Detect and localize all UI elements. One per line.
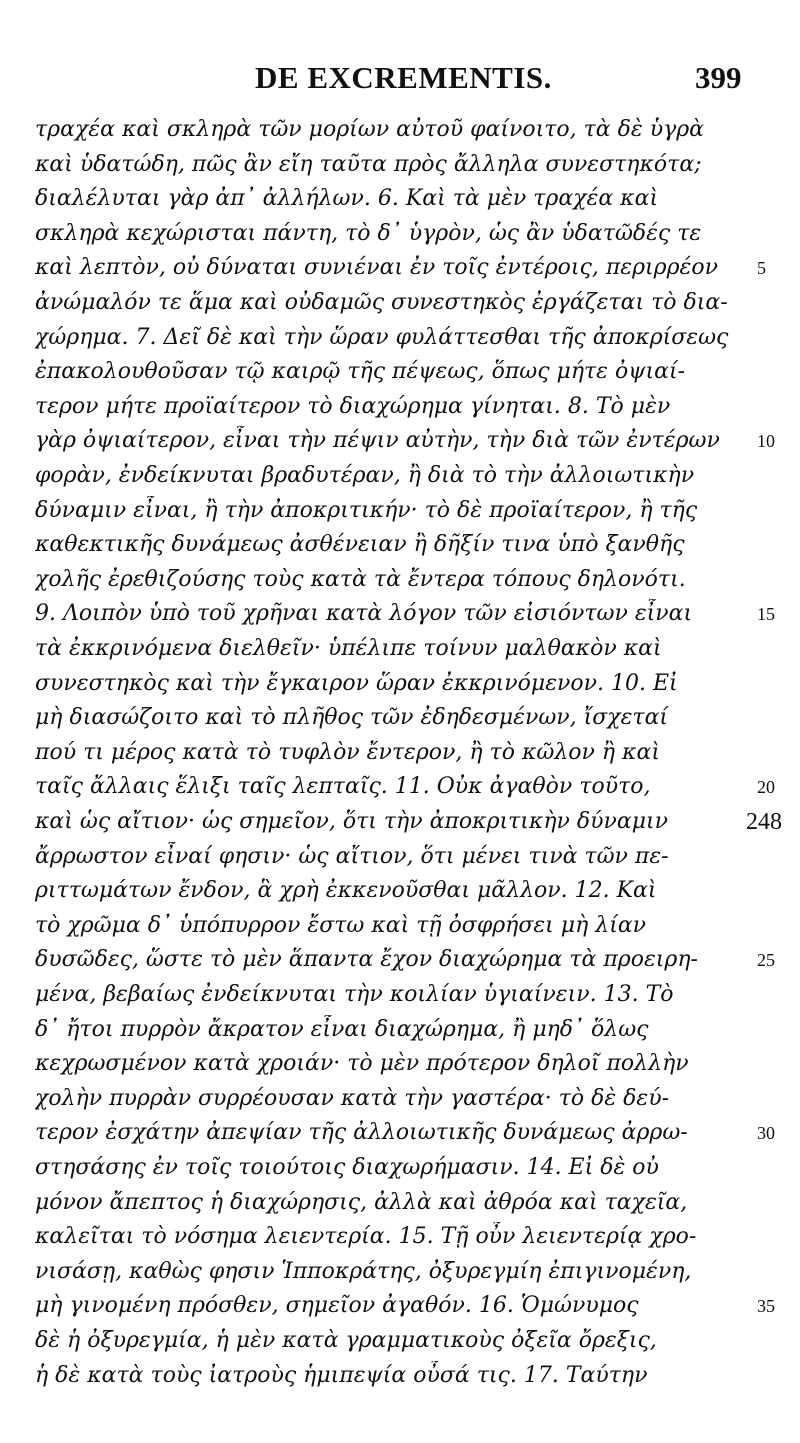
- text-line-content: καὶ λεπτὸν, οὐ δύναται συνιέναι ἐν τοῖς ἐντέροις, περιρρέον: [35, 255, 718, 281]
- text-line-content: γὰρ ὀψιαίτερον, εἶναι τὴν πέψιν αὐτὴν, τὴν διὰ τῶν ἐντέρων: [35, 428, 720, 454]
- running-title: DE EXCREMENTIS.: [255, 60, 552, 95]
- text-line: [35, 115, 735, 145]
- text-line: [35, 669, 735, 699]
- text-line: [35, 1015, 735, 1045]
- text-line: [35, 1222, 735, 1252]
- text-line-content: ἡ δὲ κατὰ τοὺς ἰατροὺς ἡμιπεψία οὖσά τις. 17. Ταύτην: [35, 1362, 648, 1388]
- text-line: [35, 1153, 735, 1183]
- text-line: [35, 150, 735, 180]
- text-line-content: χολῆς ἐρεθιζούσης τοὺς κατὰ τὰ ἔντερα τόπους δηλονότι.: [35, 566, 686, 592]
- text-line: [35, 599, 735, 629]
- line-number: 15: [757, 604, 775, 625]
- page-header: [0, 60, 800, 100]
- text-line: [35, 1084, 735, 1114]
- page-number: 399: [695, 60, 742, 95]
- text-line-content: σκληρὰ κεχώρισται πάντη, τὸ δ᾽ ὑγρὸν, ὡς ἂν ὑδατῶδές τε: [35, 220, 702, 246]
- text-line-content: ταῖς ἄλλαις ἕλιξι ταῖς λεπταῖς. 11. Οὐκ ἀγαθὸν τοῦτο,: [35, 774, 651, 800]
- text-line-content: νισάσῃ, καθὼς φησιν Ἱπποκράτης, ὀξυρεγμίη ἐπιγινομένη,: [35, 1258, 692, 1284]
- text-line-content: καὶ ὑδατώδη, πῶς ἂν εἴη ταῦτα πρὸς ἄλληλα συνεστηκότα;: [35, 151, 702, 177]
- margin-page-reference: 248: [746, 809, 782, 835]
- text-line: [35, 1361, 735, 1391]
- text-line-content: μόνον ἄπεπτος ἡ διαχώρησις, ἀλλὰ καὶ ἀθρόα καὶ ταχεῖα,: [35, 1189, 688, 1215]
- text-line: [35, 565, 735, 595]
- text-line: [35, 392, 735, 422]
- text-line-content: μὴ διασώζοιτο καὶ τὸ πλῆθος τῶν ἐδηδεσμένων, ἴσχεταί: [35, 705, 669, 731]
- text-line-content: μένα, βεβαίως ἐνδείκνυται τὴν κοιλίαν ὑγιαίνειν. 13. Τὸ: [35, 982, 674, 1007]
- text-line-content: δὲ ἡ ὀξυρεγμία, ἡ μὲν κατὰ γραμματικοὺς ὀξεῖα ὄρεξις,: [35, 1328, 657, 1353]
- line-number: 5: [757, 258, 766, 279]
- line-number: 20: [757, 777, 775, 798]
- text-line: [35, 980, 735, 1010]
- text-line-content: στησάσης ἐν τοῖς τοιούτοις διαχωρήμασιν. 14. Εἰ δὲ οὐ: [35, 1155, 659, 1180]
- text-line-content: ἄρρωστον εἶναί φησιν· ὡς αἴτιον, ὅτι μένει τινὰ τῶν πε-: [35, 843, 669, 869]
- text-line: [35, 1118, 735, 1148]
- text-line-content: δ᾽ ἤτοι πυρρὸν ἄκρατον εἶναι διαχώρημα, ἢ μηδ᾽ ὅλως: [35, 1016, 649, 1042]
- text-line: [35, 703, 735, 733]
- text-line: [35, 1188, 735, 1218]
- text-line: [35, 738, 735, 768]
- text-line-content: 9. Λοιπὸν ὑπὸ τοῦ χρῆναι κατὰ λόγον τῶν εἰσιόντων εἶναι: [35, 601, 693, 627]
- text-line: [35, 219, 735, 249]
- text-line-content: τραχέα καὶ σκληρὰ τῶν μορίων αὐτοῦ φαίνοιτο, τὰ δὲ ὑγρὰ: [35, 117, 705, 142]
- text-line-content: δύναμιν εἶναι, ἢ τὴν ἀποκριτικήν· τὸ δὲ προϊαίτερον, ἢ τῆς: [35, 497, 698, 523]
- line-number: 10: [757, 431, 775, 452]
- text-line-content: δυσῶδες, ὥστε τὸ μὲν ἅπαντα ἔχον διαχώρημα τὰ προειρη-: [35, 947, 698, 973]
- text-line: [35, 288, 735, 318]
- text-line-content: διαλέλυται γὰρ ἀπ᾽ ἀλλήλων. 6. Καὶ τὰ μὲν τραχέα καὶ: [35, 186, 659, 212]
- text-line-content: τὰ ἐκκρινόμενα διελθεῖν· ὑπέλιπε τοίνυν μαλθακὸν καὶ: [35, 636, 662, 661]
- text-line-content: φορὰν, ἐνδείκνυται βραδυτέραν, ἢ διὰ τὸ τὴν ἀλλοιωτικὴν: [35, 463, 695, 488]
- text-line: [35, 772, 735, 802]
- text-line: [35, 253, 735, 283]
- text-line-content: καλεῖται τὸ νόσημα λειεντερία. 15. Τῇ οὖν λειεντερίᾳ χρο-: [35, 1224, 697, 1250]
- text-line: [35, 1326, 735, 1356]
- text-line: [35, 357, 735, 387]
- text-line: [35, 876, 735, 906]
- text-line-content: ριττωμάτων ἔνδον, ἃ χρὴ ἐκκενοῦσθαι μᾶλλον. 12. Καὶ: [35, 878, 657, 904]
- text-line-content: πού τι μέρος κατὰ τὸ τυφλὸν ἔντερον, ἢ τὸ κῶλον ἢ καὶ: [35, 739, 660, 765]
- line-number: 25: [757, 950, 775, 971]
- text-line-content: τερον μήτε προϊαίτερον τὸ διαχώρημα γίνηται. 8. Τὸ μὲν: [35, 393, 671, 419]
- text-line: [35, 461, 735, 491]
- text-line-content: τερον ἐσχάτην ἀπεψίαν τῆς ἀλλοιωτικῆς δυνάμεως ἀρρω-: [35, 1120, 688, 1146]
- text-line-content: χολὴν πυρρὰν συρρέουσαν κατὰ τὴν γαστέρα· τὸ δὲ δεύ-: [35, 1085, 670, 1111]
- text-line: [35, 945, 735, 975]
- text-line-content: καὶ ὡς αἴτιον· ὡς σημεῖον, ὅτι τὴν ἀποκριτικὴν δύναμιν: [35, 809, 669, 834]
- text-line: [35, 634, 735, 664]
- text-line: [35, 323, 735, 353]
- text-line-content: τὸ χρῶμα δ᾽ ὑπόπυρρον ἔστω καὶ τῇ ὀσφρήσει μὴ λίαν: [35, 912, 647, 938]
- line-number: 30: [757, 1123, 775, 1144]
- text-line-content: χώρημα. 7. Δεῖ δὲ καὶ τὴν ὥραν φυλάττεσθαι τῆς ἀποκρίσεως: [35, 324, 729, 350]
- text-line-content: ἀνώμαλόν τε ἅμα καὶ οὐδαμῶς συνεστηκὸς ἐργάζεται τὸ δια-: [35, 290, 728, 315]
- text-line: [35, 184, 735, 214]
- text-line-content: κεχρωσμένον κατὰ χροιάν· τὸ μὲν πρότερον δηλοῖ πολλὴν: [35, 1051, 689, 1077]
- text-line: [35, 807, 735, 837]
- text-line: [35, 842, 735, 872]
- text-line-content: μὴ γινομένη πρόσθεν, σημεῖον ἀγαθόν. 16. Ὁμώνυμος: [35, 1293, 639, 1319]
- text-line: [35, 1049, 735, 1079]
- text-line: [35, 530, 735, 560]
- text-line: [35, 1291, 735, 1321]
- text-line-content: συνεστηκὸς καὶ τὴν ἔγκαιρον ὥραν ἐκκρινόμενον. 10. Εἰ: [35, 670, 678, 696]
- text-line-content: ἐπακολουθοῦσαν τῷ καιρῷ τῆς πέψεως, ὅπως μήτε ὀψιαί-: [35, 359, 686, 385]
- text-line: [35, 426, 735, 456]
- text-line: [35, 1257, 735, 1287]
- text-line-content: καθεκτικῆς δυνάμεως ἀσθένειαν ἢ δῆξίν τινα ὑπὸ ξανθῆς: [35, 532, 685, 558]
- text-line: [35, 496, 735, 526]
- line-number: 35: [757, 1296, 775, 1317]
- text-line: [35, 911, 735, 941]
